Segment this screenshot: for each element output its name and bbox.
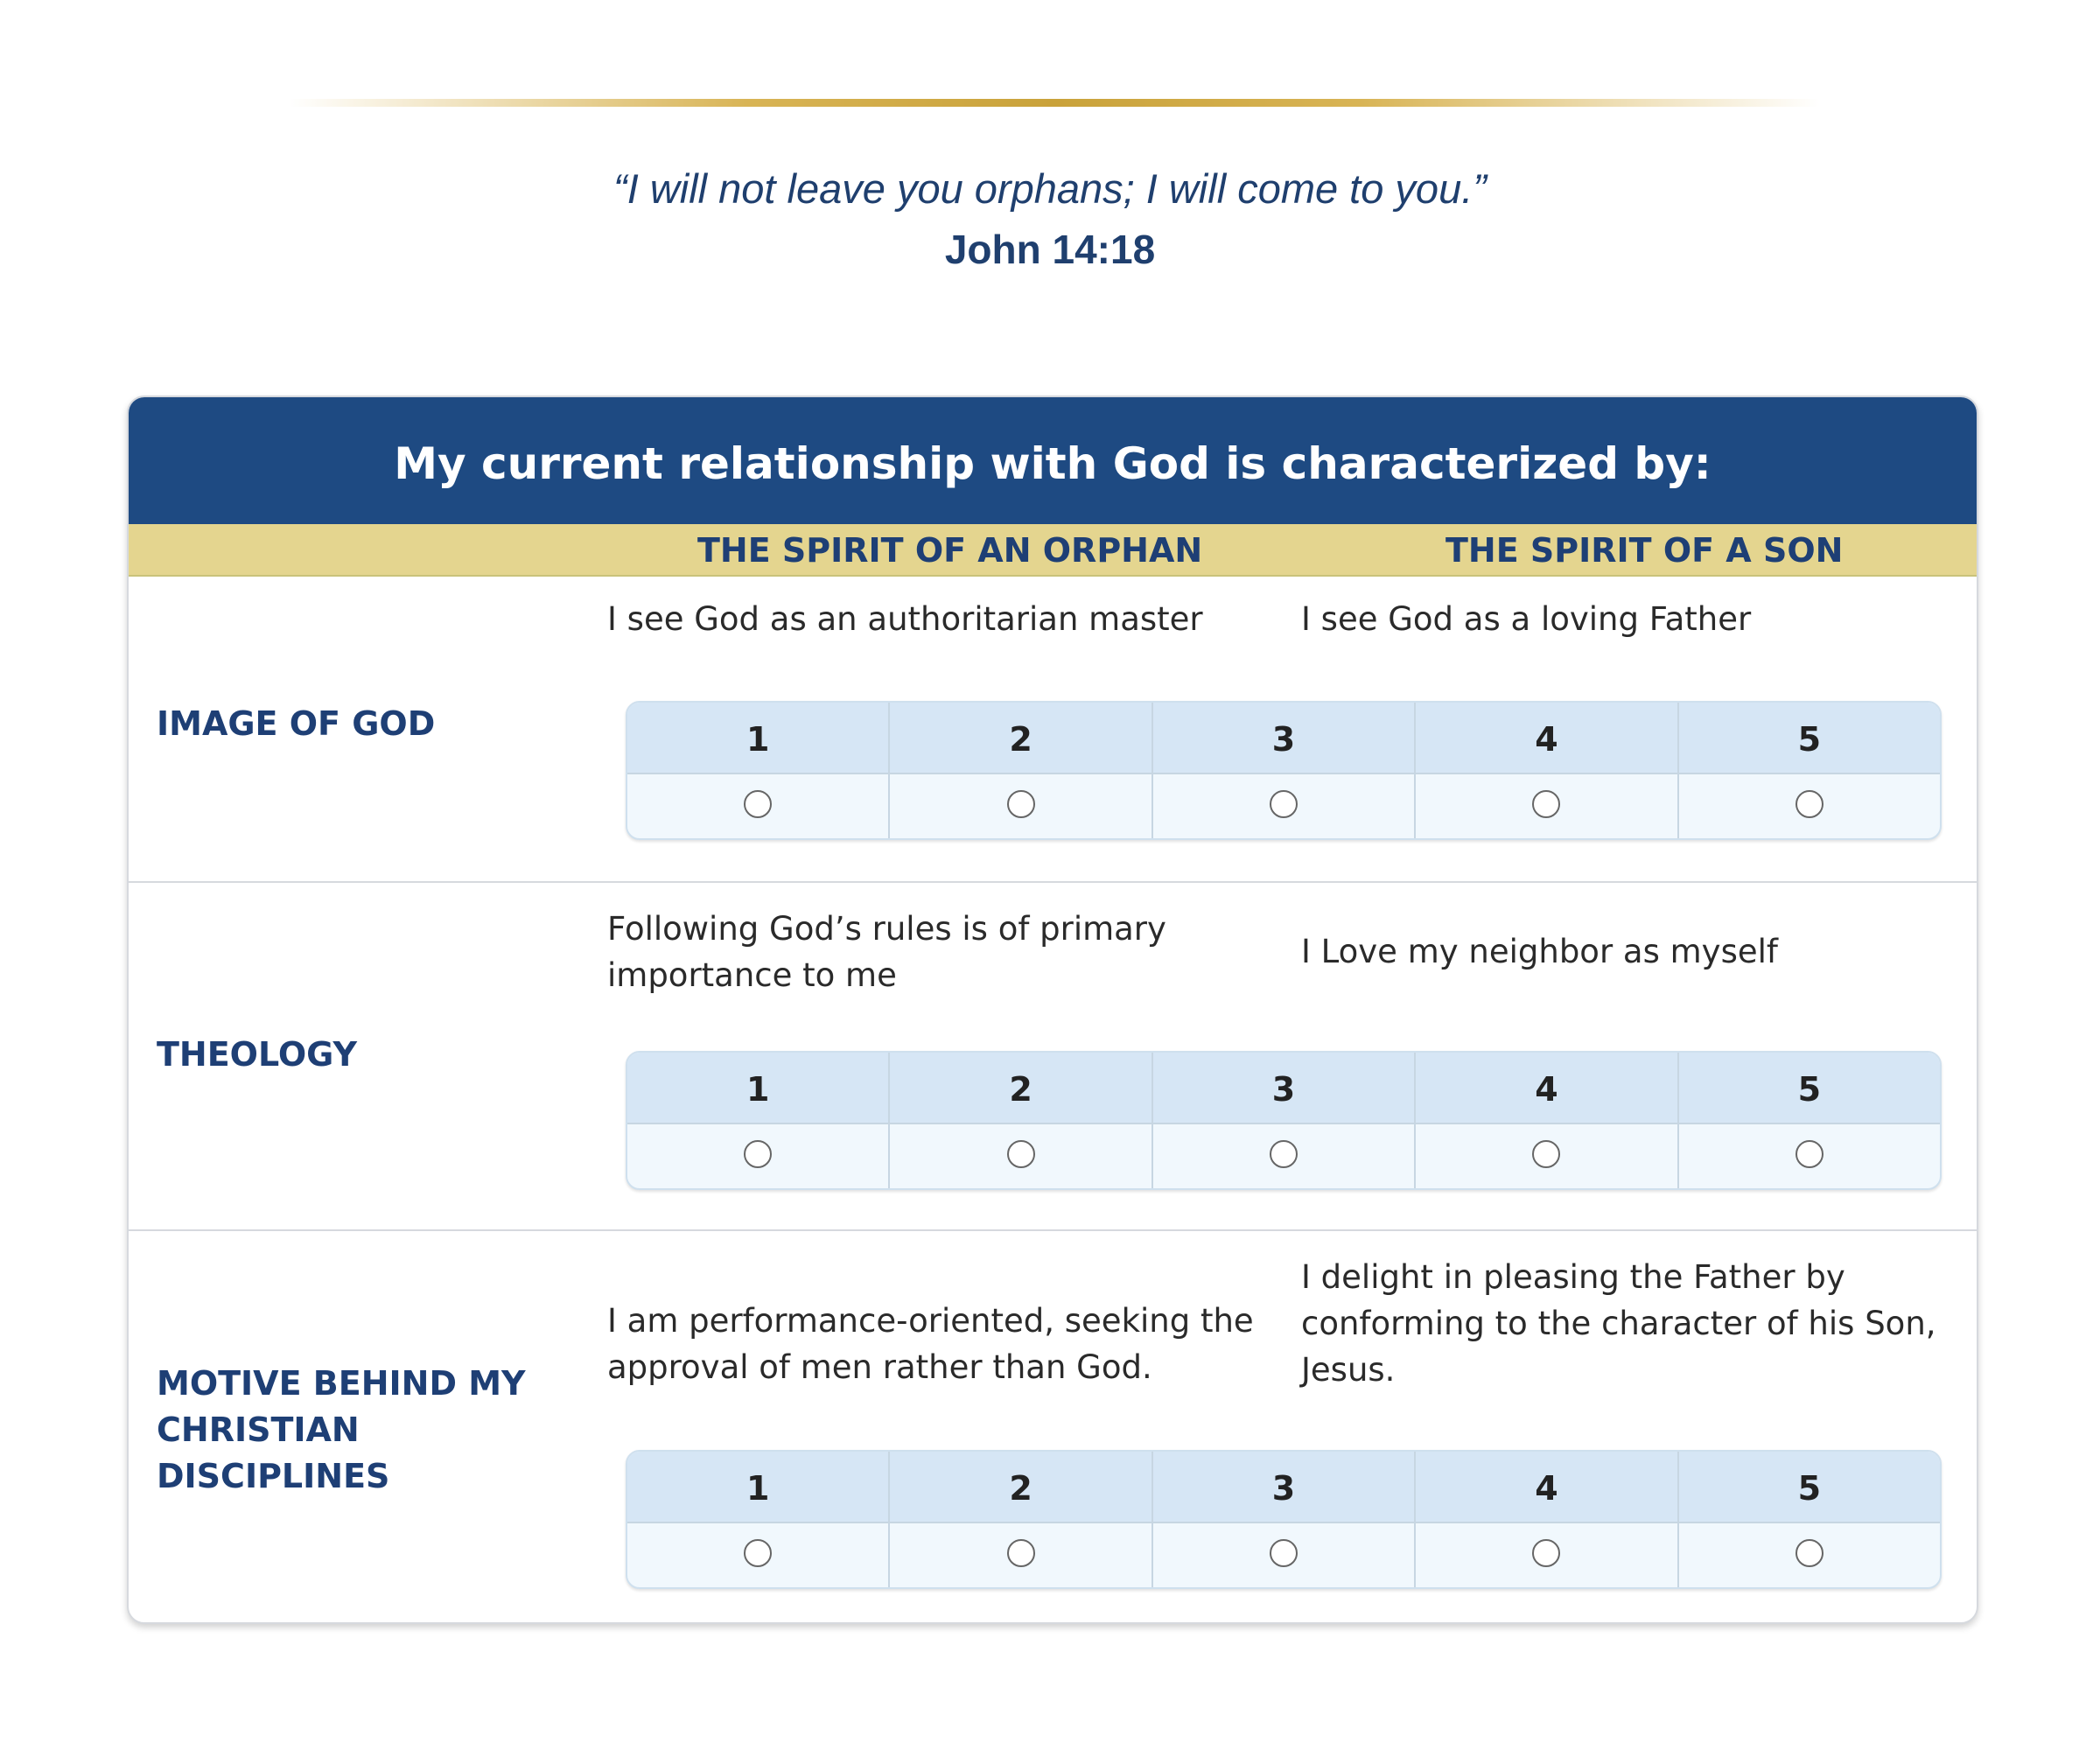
rating-radio-2[interactable]: [1007, 1140, 1035, 1168]
rating-radio-1[interactable]: [744, 1539, 772, 1567]
scale-number: 2: [890, 1053, 1151, 1124]
scale-number: 5: [1679, 703, 1940, 774]
scale-number: 2: [890, 703, 1151, 774]
rating-radio-2[interactable]: [1007, 790, 1035, 818]
scale-number: 1: [627, 1053, 888, 1124]
orphan-description: I am performance-oriented, seeking the approval of men rather than God.: [607, 1302, 1254, 1386]
gold-divider: [289, 99, 1820, 107]
rating-radio-5[interactable]: [1796, 1539, 1824, 1567]
scale-option: [1679, 1452, 1940, 1587]
column-header-son: THE SPIRIT OF A SON: [1446, 531, 1844, 570]
scale-number: 5: [1679, 1053, 1940, 1124]
scale-option: [1153, 1053, 1416, 1188]
scale-number: 1: [627, 1452, 888, 1523]
scale-option: [890, 1452, 1152, 1587]
son-description: I see God as a loving Father: [1301, 600, 1752, 638]
row-label: MOTIVE BEHIND MY CHRISTIAN DISCIPLINES: [157, 1364, 526, 1495]
rating-scale: [626, 1051, 1942, 1190]
row-label: IMAGE OF GOD: [157, 704, 436, 743]
row-image-of-god: [129, 577, 1977, 881]
scripture-quote: “I will not leave you orphans; I will come to you.”: [613, 165, 1487, 212]
rating-radio-4[interactable]: [1532, 1539, 1560, 1567]
row-theology: [129, 881, 1977, 1231]
scale-option: [1153, 1452, 1416, 1587]
rating-radio-4[interactable]: [1532, 1140, 1560, 1168]
rating-scale: [626, 1450, 1942, 1589]
scale-number: 3: [1153, 703, 1414, 774]
scale-option: [1679, 703, 1940, 838]
scale-number: 4: [1416, 703, 1676, 774]
scale-option: [1416, 1053, 1678, 1188]
column-header-band: [129, 524, 1977, 577]
rating-radio-5[interactable]: [1796, 790, 1824, 818]
rating-scale: [626, 701, 1942, 840]
scale-number: 1: [627, 703, 888, 774]
scale-option: [627, 1053, 890, 1188]
scale-option: [627, 1452, 890, 1587]
orphan-description: Following God’s rules is of primary importance to me: [607, 910, 1166, 994]
rating-radio-4[interactable]: [1532, 790, 1560, 818]
scale-option: [1416, 1452, 1678, 1587]
orphan-description: I see God as an authoritarian master: [607, 600, 1203, 638]
son-description: I Love my neighbor as myself: [1301, 933, 1778, 970]
row-label: THEOLOGY: [157, 1035, 358, 1074]
rating-radio-2[interactable]: [1007, 1539, 1035, 1567]
scale-number: 2: [890, 1452, 1151, 1523]
rating-radio-5[interactable]: [1796, 1140, 1824, 1168]
rating-radio-3[interactable]: [1270, 1140, 1298, 1168]
scale-number: 5: [1679, 1452, 1940, 1523]
son-description: I delight in pleasing the Father by conforming to the character of his Son, Jesus.: [1301, 1258, 1936, 1389]
scale-number: 4: [1416, 1452, 1676, 1523]
column-header-orphan: THE SPIRIT OF AN ORPHAN: [697, 531, 1203, 570]
rating-radio-1[interactable]: [744, 1140, 772, 1168]
scale-option: [1153, 703, 1416, 838]
card-title: My current relationship with God is characterized by:: [129, 397, 1977, 524]
scale-option: [1679, 1053, 1940, 1188]
scripture-reference: John 14:18: [944, 227, 1156, 272]
row-motive: [129, 1229, 1977, 1624]
scale-option: [1416, 703, 1678, 838]
scale-number: 3: [1153, 1452, 1414, 1523]
scale-number: 3: [1153, 1053, 1414, 1124]
rating-radio-3[interactable]: [1270, 790, 1298, 818]
scale-number: 4: [1416, 1053, 1676, 1124]
scale-option: [627, 703, 890, 838]
scale-option: [890, 703, 1152, 838]
rating-radio-1[interactable]: [744, 790, 772, 818]
rating-radio-3[interactable]: [1270, 1539, 1298, 1567]
scale-option: [890, 1053, 1152, 1188]
assessment-card: [127, 396, 1978, 1624]
